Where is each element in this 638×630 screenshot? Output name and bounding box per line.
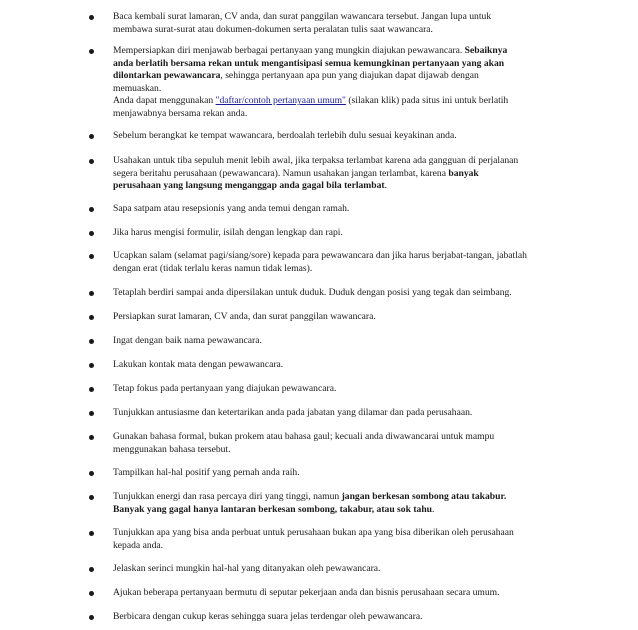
text-run: , sehingga pertanyaan apa pun yang diajukan dapat dijawab dengan xyxy=(220,70,479,82)
list-item-text xyxy=(113,383,568,396)
bullet xyxy=(89,231,94,236)
question-list-link[interactable]: "daftar/contoh pertanyaan umum" xyxy=(215,95,346,107)
text-line xyxy=(113,58,568,71)
text-line: Ajukan beberapa pertanyaan bermutu di seputar pekerjaan anda dan bisnis perusahaan secara umum. xyxy=(113,587,500,598)
text-line xyxy=(113,504,568,517)
list-item-text xyxy=(113,491,568,516)
text-line: Ucapkan salam (selamat pagi/siang/sore) kepada para pewawancara dan jika harus berjabat-tangan, jabatlah xyxy=(113,250,527,261)
text-line: Tetaplah berdiri sampai anda dipersilakan untuk duduk. Duduk dengan posisi yang tegak dan seimbang. xyxy=(113,287,512,298)
text-line: Persiapkan surat lamaran, CV anda, dan surat panggilan wawancara. xyxy=(113,311,376,322)
list-item-text xyxy=(113,11,568,36)
emphasis-text: perusahaan yang langsung menganggap anda gagal bila terlambat xyxy=(113,180,385,192)
emphasis-text: dilontarkan pewawancara xyxy=(113,70,221,82)
bullet xyxy=(89,363,94,368)
text-run: . xyxy=(432,503,435,515)
list-item-text xyxy=(113,407,568,420)
emphasis-text: Sebaiknya xyxy=(464,45,508,56)
text-line: Tampilkan hal-hal positif yang pernah anda raih. xyxy=(113,467,300,478)
bullet xyxy=(89,254,94,259)
bullet xyxy=(89,567,94,572)
text-line: Tunjukkan apa yang bisa anda perbuat untuk perusahaan bukan apa yang bisa diberikan oleh perusahaan xyxy=(113,527,514,538)
text-run: . xyxy=(384,180,388,192)
text-line: Tunjukkan antusiasme dan ketertarikan anda pada jabatan yang dilamar dan pada perusahaan. xyxy=(113,407,473,418)
list-item-text xyxy=(113,563,568,576)
bullet xyxy=(89,591,94,596)
text-line: Sebelum berangkat ke tempat wawancara, berdoalah terlebih dulu sesuai keyakinan anda. xyxy=(113,130,457,141)
text-line: Baca kembali surat lamaran, CV anda, dan surat panggilan wawancara tersebut. Jangan lupa untuk xyxy=(113,11,492,22)
text-line: memuaskan. xyxy=(113,82,162,94)
text-line: kepada anda. xyxy=(113,539,164,551)
list-item-text xyxy=(113,335,568,348)
list-item-text xyxy=(113,611,568,624)
bullet xyxy=(89,411,94,416)
list-item-text xyxy=(113,359,568,372)
text-run: Anda dapat menggunakan xyxy=(113,95,214,107)
bullet xyxy=(89,435,94,440)
text-line xyxy=(113,491,568,504)
list-item-text xyxy=(113,467,568,480)
text-line: Usahakan untuk tiba sepuluh menit lebih awal, jika terpaksa terlambat karena ada gangguan di perjalanan xyxy=(113,155,519,166)
text-line: Gunakan bahasa formal, bukan prokem atau bahasa gaul; kecuali anda diwawancarai untuk mampu xyxy=(113,431,495,442)
bullet xyxy=(89,387,94,392)
text-line: Sapa satpam atau resepsionis yang anda temui dengan ramah. xyxy=(113,203,350,214)
list-item-text xyxy=(113,250,568,275)
text-line: menjawabnya bersama rekan anda. xyxy=(113,107,248,119)
text-line: dengan erat (tidak terlalu keras namun tidak lemas). xyxy=(113,262,313,274)
text-line: menggunakan bahasa tersebut. xyxy=(113,443,231,455)
list-item-text xyxy=(113,227,568,240)
bullet xyxy=(89,159,94,164)
text-line xyxy=(113,45,568,58)
text-line xyxy=(113,70,568,83)
list-item-text xyxy=(113,130,568,143)
emphasis-text: anda berlatih bersama rekan untuk mengantisipasi semua kemungkinan pertanyaan yang akan xyxy=(113,57,505,69)
list-item-text xyxy=(113,587,568,600)
bullet xyxy=(89,495,94,500)
list-item-text xyxy=(113,287,568,300)
list-item-text xyxy=(113,203,568,216)
emphasis-text: banyak xyxy=(448,167,479,179)
text-run: Mempersiapkan diri menjawab berbagai pertanyaan yang mungkin diajukan pewawancara. xyxy=(113,45,463,56)
list-item-text xyxy=(113,45,568,121)
list-item-text xyxy=(113,155,568,193)
bullet xyxy=(89,471,94,476)
bullet xyxy=(89,134,94,139)
list-item-text xyxy=(113,311,568,324)
bullet xyxy=(89,531,94,536)
text-run: (silakan klik) pada situs ini untuk berlatih xyxy=(348,95,509,107)
emphasis-text: jangan berkesan sombong atau takabur. xyxy=(341,491,507,502)
list-item-text xyxy=(113,527,568,552)
text-line xyxy=(113,95,568,108)
bullet xyxy=(89,339,94,344)
list-item-text xyxy=(113,431,568,456)
text-run: Tunjukkan energi dan rasa percaya diri yang tinggi, namun xyxy=(113,491,340,502)
text-line: membawa surat-surat atau dokumen-dokumen serta peralatan tulis saat wawancara. xyxy=(113,23,433,35)
text-line: Jika harus mengisi formulir, isilah dengan lengkap dan rapi. xyxy=(113,227,343,238)
text-line: Jelaskan serinci mungkin hal-hal yang ditanyakan oleh pewawancara. xyxy=(113,563,381,574)
text-run: segera beritahu perusahaan (pewawancara). Namun usahakan jangan terlambat, karena xyxy=(113,167,446,179)
bullet xyxy=(89,291,94,296)
text-line: Ingat dengan baik nama pewawancara. xyxy=(113,335,262,346)
bullet xyxy=(89,315,94,320)
text-line xyxy=(113,168,568,181)
text-line: Tetap fokus pada pertanyaan yang diajukan pewawancara. xyxy=(113,383,337,394)
bullet xyxy=(89,207,94,212)
emphasis-text: Banyak yang gagal hanya lantaran berkesan sombong, takabur, atau sok tahu xyxy=(113,503,432,515)
text-line: Berbicara dengan cukup keras sehingga suara jelas terdengar oleh pewawancara. xyxy=(113,611,423,622)
text-line xyxy=(113,180,568,193)
bullet xyxy=(89,15,94,20)
text-line: Lakukan kontak mata dengan pewawancara. xyxy=(113,359,284,370)
bullet xyxy=(89,615,94,620)
bullet xyxy=(89,49,94,54)
